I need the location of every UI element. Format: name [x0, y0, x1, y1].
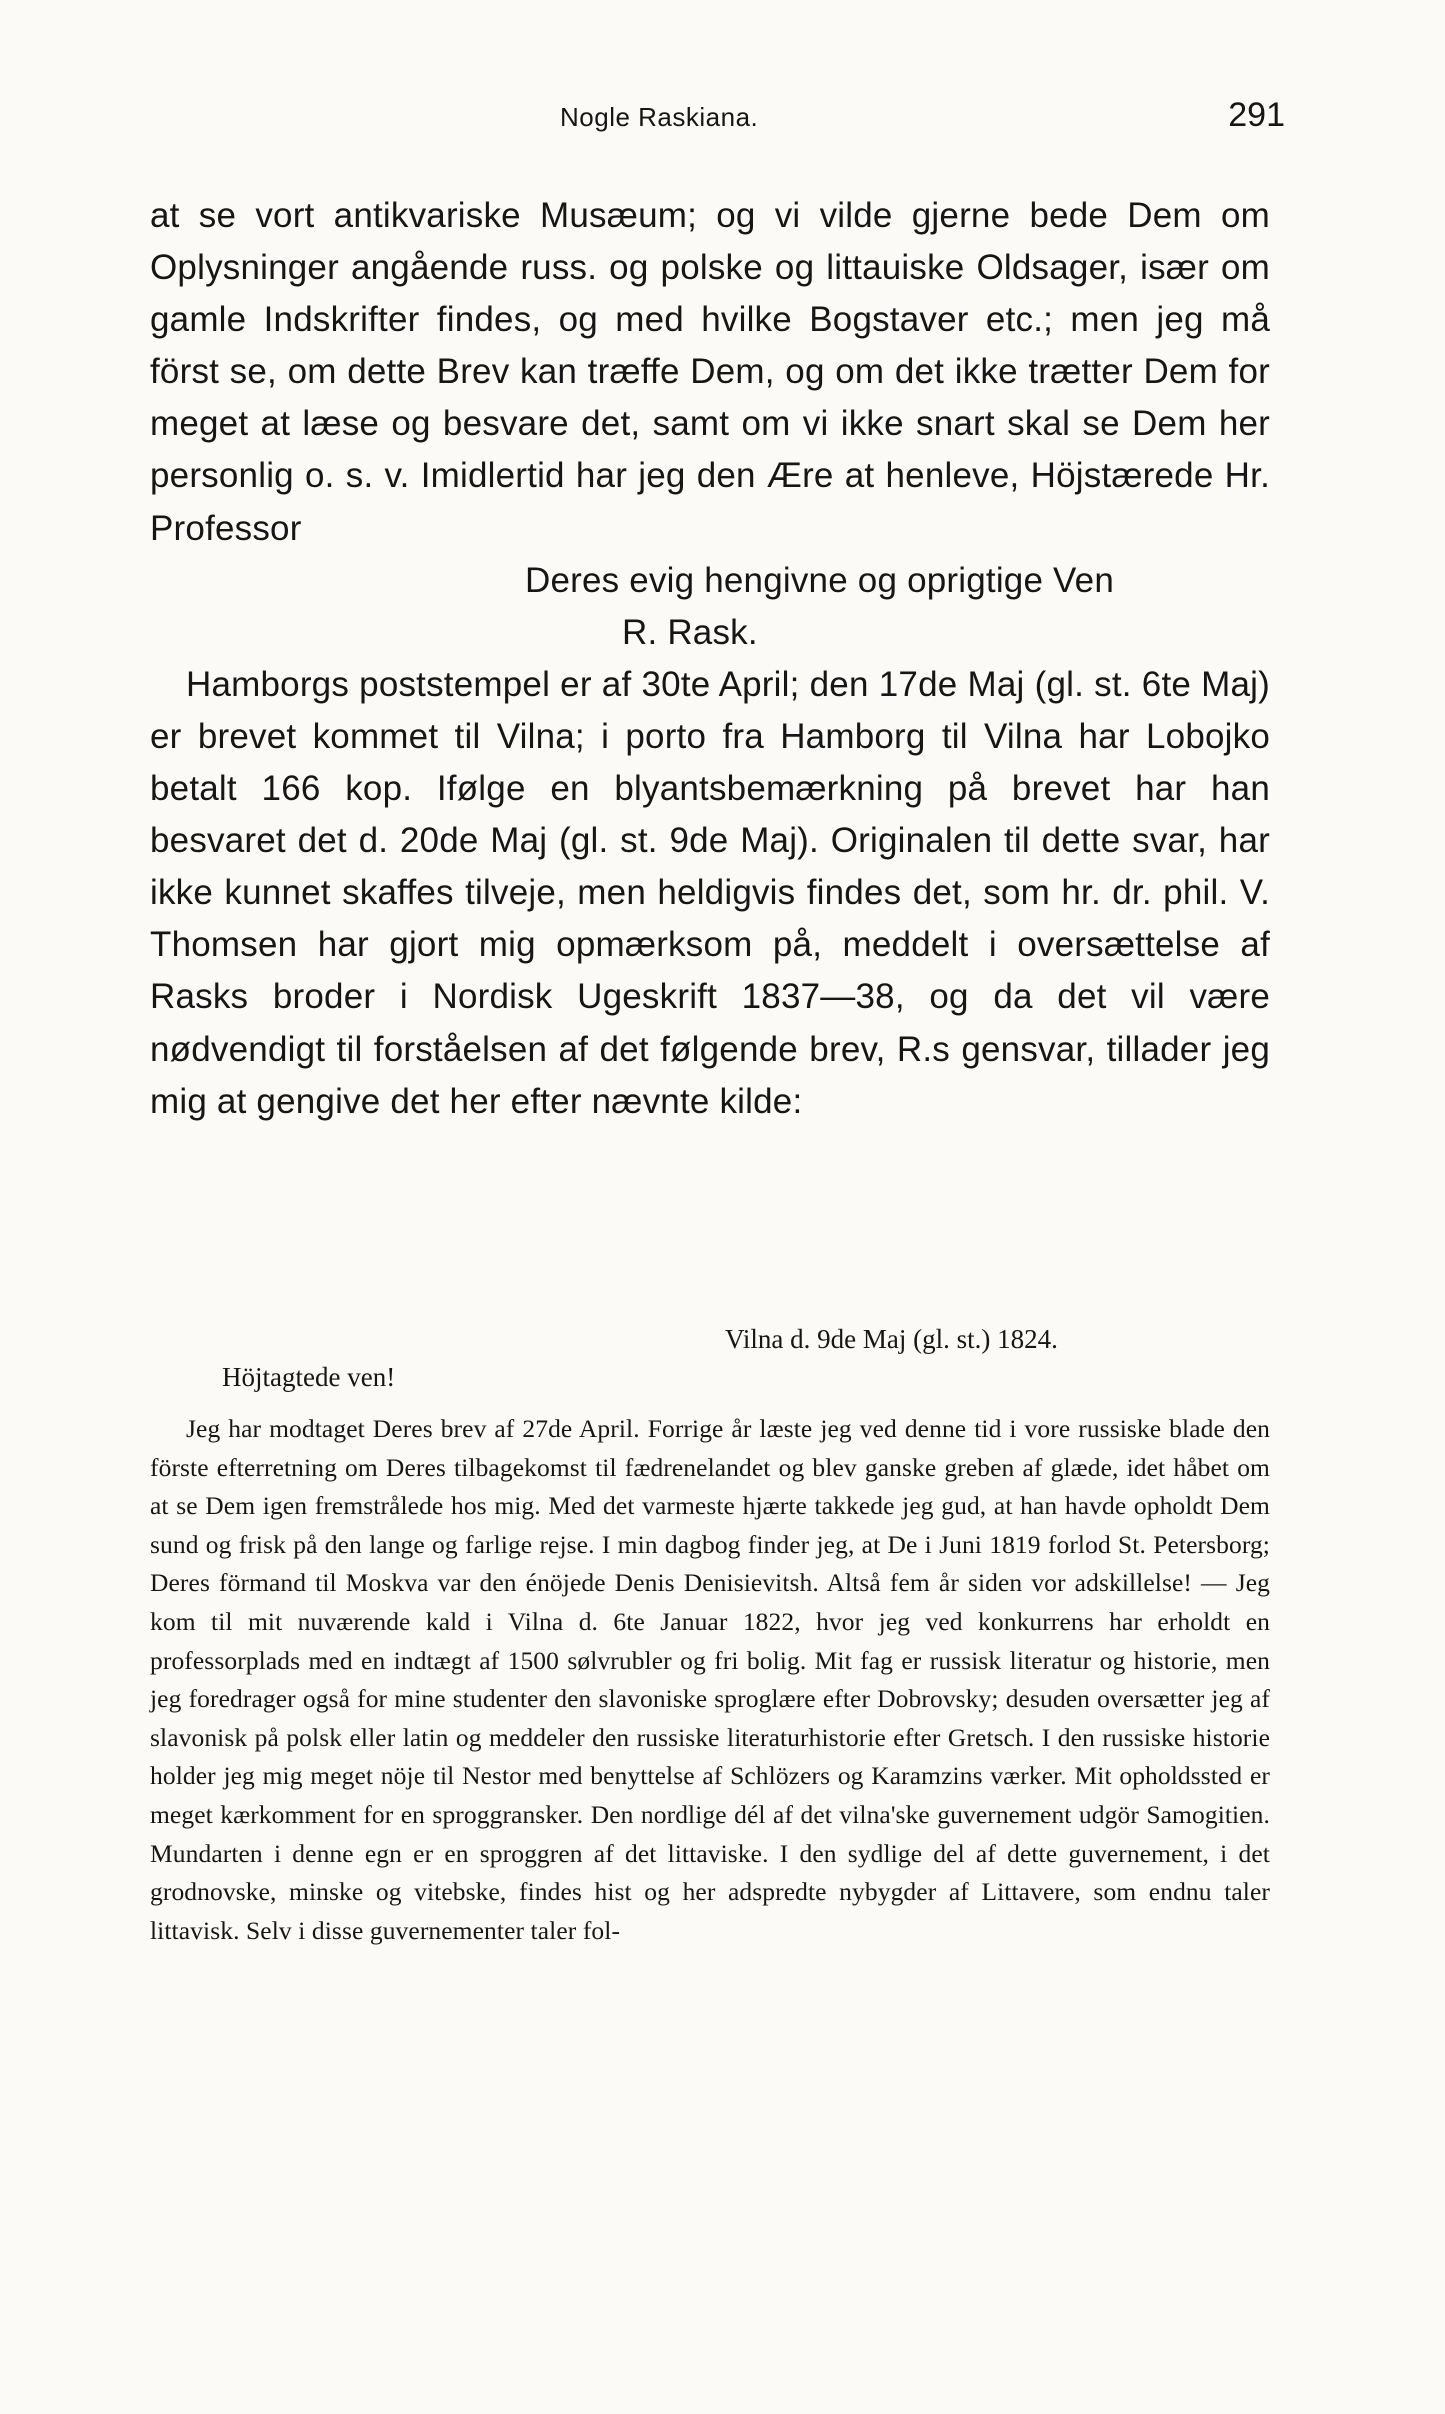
letter-continuation-paragraph: at se vort antikvariske Musæum; og vi vilde gjerne bede Dem om Oplysninger angående russ. og polske og littauiske Oldsager, især om gamle Indskrifter findes, og med hvilke Bogstaver etc.; men jeg må först se, om dette Brev kan træffe Dem, og om det ikke trætter Dem for meget at læse og besvare det, samt om vi ikke snart skal se Dem her personlig o. s. v. Imidlertid har jeg den Ære at henleve, Höjstærede Hr. Professor	[150, 196, 1270, 548]
reply-salutation: Höjtagtede ven!	[222, 1362, 396, 1392]
editorial-note-paragraph: Hamborgs poststempel er af 30te April; den 17de Maj (gl. st. 6te Maj) er brevet kommet til Vilna; i porto fra Hamborg til Vilna har Lobojko betalt 166 kop. Ifølge en blyantsbemærkning på brevet har han besvaret det d. 20de Maj (gl. st. 9de Maj). Originalen til dette svar, har ikke kunnet skaffes tilveje, men heldigvis findes det, som hr. dr. phil. V. Thomsen har gjort mig opmærksom på, meddelt i oversættelse af Rasks broder i Nordisk Ugeskrift 1837—38, og da det vil være nødvendigt til forståelsen af det følgende brev, R.s gensvar, tillader jeg mig at gengive det her efter nævnte kilde:	[150, 664, 1270, 1121]
page-number: 291	[1228, 96, 1285, 134]
letter-signature: R. Rask.	[622, 612, 758, 652]
reply-letter	[150, 1322, 1270, 1950]
main-text	[150, 190, 1270, 1128]
page-header	[560, 96, 1285, 140]
reply-dateline: Vilna d. 9de Maj (gl. st.) 1824.	[725, 1324, 1058, 1354]
running-title: Nogle Raskiana.	[560, 102, 759, 132]
reply-body: Jeg har modtaget Deres brev af 27de April. Forrige år læste jeg ved denne tid i vore russiske blade den förste efterretning om Deres tilbagekomst til fædrenelandet og blev ganske greben af glæde, idet håbet om at se Dem igen fremstrålede hos mig. Med det varmeste hjærte takkede jeg gud, at han havde opholdt Dem sund og frisk på den lange og farlige rejse. I min dagbog finder jeg, at De i Juni 1819 forlod St. Petersborg; Deres förmand til Moskva var den énöjede Denis Denisievitsh. Altså fem år siden vor adskillelse! — Jeg kom til mit nuværende kald i Vilna d. 6te Januar 1822, hvor jeg ved konkurrens har erholdt en professorplads med en indtægt af 1500 sølvrubler og fri bolig. Mit fag er russisk literatur og historie, men jeg foredrager også for mine studenter den slavoniske sproglære efter Dobrovsky; desuden oversætter jeg af slavonisk på polsk eller latin og meddeler den russiske literaturhistorie efter Gretsch. I den russiske historie holder jeg mig meget nöje til Nestor med benyttelse af Schlözers og Karamzins værker. Mit opholdssted er meget kærkomment for en sproggransker. Den nordlige dél af det vilna'ske guvernement udgör Samogitien. Mundarten i denne egn er en sproggren af det littaviske. I den sydlige del af dette guvernement, i det grodnovske, minske og vitebske, findes hist og her adspredte nybygder af Littavere, som endnu taler littavisk. Selv i disse guvernementer taler fol-	[150, 1414, 1270, 1945]
letter-closing: Deres evig hengivne og oprigtige Ven	[525, 560, 1114, 600]
